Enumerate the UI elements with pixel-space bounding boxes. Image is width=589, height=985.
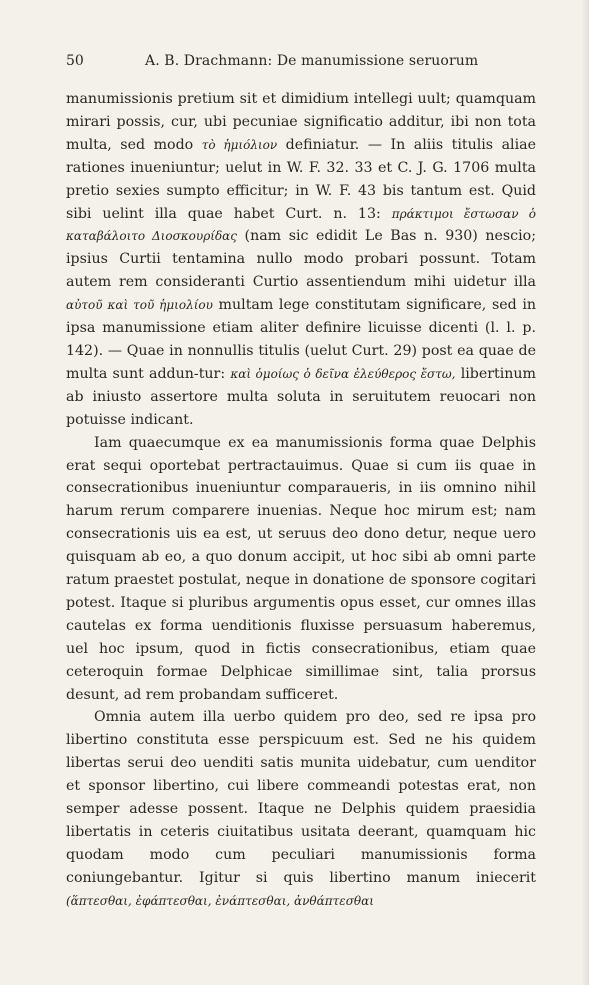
page-header <box>66 50 536 72</box>
latin-text: (nam sic edidit Le Bas n. 930) nescio; ipsius Curtii tentamina nullo modo probari possunt. Totam autem rem consideranti Curtio assentiendum mihi uidetur illa <box>66 228 536 291</box>
greek-quotation: τὸ ἡμιόλιον <box>201 137 278 152</box>
greek-quotation: αὐτοῦ καὶ τοῦ ἡμιολίου <box>66 298 213 313</box>
page-edge-shadow <box>581 0 589 985</box>
paragraph <box>66 88 536 432</box>
greek-quotation: πράκτιμοι ἔστωσαν ὁ καταβάλοιτο Διοσκουρίδας <box>66 206 537 244</box>
latin-text: libertinum ab iniusto assertore multa soluta in seruitutem reuocari non potuisse indicant. <box>66 365 537 428</box>
latin-text: multam lege constitutam significare, sed in ipsa manumissione etiam aliter definire licuisse dicenti (l. l. p. 142). — Quae in nonnullis titulis (uelut Curt. 29) post ea quae de multa sunt addun-tur: <box>66 297 536 382</box>
latin-text: definiatur. — In aliis titulis aliae rationes inueniuntur; uelut in W. F. 32. 33 et C. J. G. 1706 multa pretio sexies sumpto efficitur; in W. F. 43 bis tantum est. Quid sibi uelint illa quae habet Curt. n. 13: <box>66 136 536 222</box>
greek-quotation: (ἅπτεσθαι, ἐφάπτεσθαι, ἐνάπτεσθαι, ἀνθάπτεσθαι <box>66 893 374 908</box>
running-title: A. B. Drachmann: De manumissione seruorum <box>145 53 479 69</box>
page-number: 50 <box>66 53 84 69</box>
latin-text: Omnia autem illa uerbo quidem pro deo, sed re ipsa pro libertino constituta esse perspicuum est. Sed ne his quidem libertas serui deo uenditi satis munita uidebatur, cum uenditor et sponsor libertino, cui libere commeandi potestas erat, non semper adesse possent. Itaque ne Delphis quidem praesidia libertatis in ceteris ciuitatibus usitata deerant, quamquam hic quodam modo cum peculiari manumissionis forma coniungebantur. Igitur si quis libertino manum iniecerit <box>66 709 536 886</box>
greek-quotation: καὶ ὁμοίως ὁ δεῖνα ἐλεύθερος ἔστω, <box>230 366 456 381</box>
latin-text: manumissionis pretium sit et dimidium intellegi uult; quamquam mirari possis, cur, ubi pecuniae significatio additur, ibi non tota multa, sed modo <box>66 91 536 153</box>
paragraph <box>66 432 536 707</box>
paragraph <box>66 706 536 912</box>
body-text <box>66 88 536 913</box>
latin-text: Iam quaecumque ex ea manumissionis forma quae Delphis erat sequi oportebat pertractauimus. Quae si cum iis quae in consecrationibus inueniuntur comparaueris, in iis omnino nihil harum rerum comparere inuenias. Neque hoc mirum est; nam consecrationis uis ea est, ut seruus deo dono detur, neque uero quisquam ab eo, a quo donum accipit, ut hoc sibi ab omni parte ratum praestet postulat, neque in donatione de sponsore cogitari potest. Itaque si pluribus argumentis opus esset, cur omnes illas cautelas ex forma uenditionis fluxisse persuasum haberemus, uel hoc ipsum, quod in fictis consecrationibus, etiam quae ceteroquin formae Delphicae simillimae sint, talia prorsus desunt, ad rem probandam sufficeret. <box>66 434 536 703</box>
